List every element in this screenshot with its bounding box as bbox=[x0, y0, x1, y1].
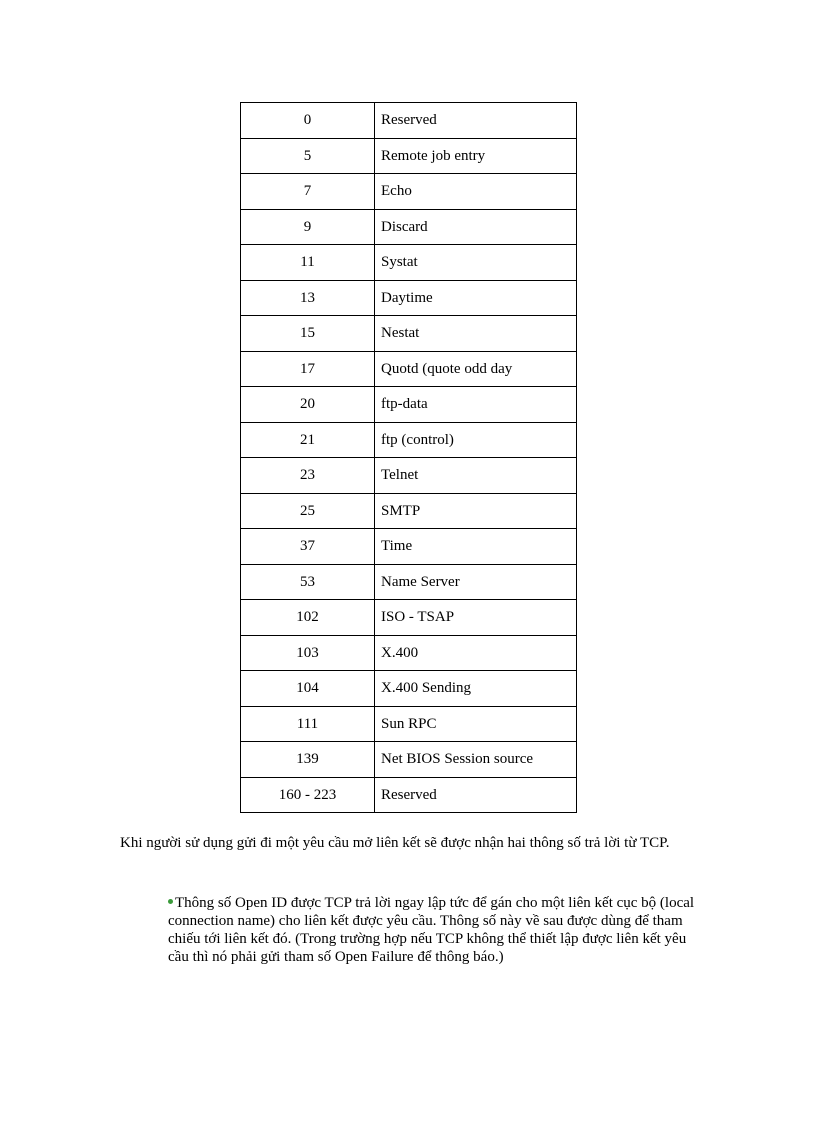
port-number-cell: 5 bbox=[241, 138, 375, 174]
table-row bbox=[241, 706, 577, 742]
port-number-cell: 21 bbox=[241, 422, 375, 458]
port-number-cell: 25 bbox=[241, 493, 375, 529]
body-paragraph: Khi người sử dụng gửi đi một yêu cầu mở liên kết sẽ được nhận hai thông số trả lời từ TCP. bbox=[120, 835, 670, 851]
port-number-cell: 13 bbox=[241, 280, 375, 316]
port-number-cell: 9 bbox=[241, 209, 375, 245]
table-row bbox=[241, 671, 577, 707]
port-number-cell: 53 bbox=[241, 564, 375, 600]
table-row bbox=[241, 635, 577, 671]
port-services-table bbox=[240, 102, 577, 813]
table-row bbox=[241, 564, 577, 600]
port-number-cell: 103 bbox=[241, 635, 375, 671]
table-row bbox=[241, 458, 577, 494]
service-name-cell: ISO - TSAP bbox=[375, 600, 577, 636]
table-row bbox=[241, 777, 577, 813]
bullet-dot-icon bbox=[168, 899, 173, 904]
table-row bbox=[241, 209, 577, 245]
table-row bbox=[241, 529, 577, 565]
table-row bbox=[241, 422, 577, 458]
service-name-cell: Systat bbox=[375, 245, 577, 281]
service-name-cell: Echo bbox=[375, 174, 577, 210]
port-number-cell: 15 bbox=[241, 316, 375, 352]
service-name-cell: X.400 Sending bbox=[375, 671, 577, 707]
port-number-cell: 23 bbox=[241, 458, 375, 494]
port-number-cell: 160 - 223 bbox=[241, 777, 375, 813]
port-number-cell: 20 bbox=[241, 387, 375, 423]
bullet-item bbox=[168, 894, 708, 966]
table-row bbox=[241, 600, 577, 636]
table-row bbox=[241, 316, 577, 352]
service-name-cell: Discard bbox=[375, 209, 577, 245]
table-row bbox=[241, 103, 577, 139]
table-row bbox=[241, 493, 577, 529]
table-row bbox=[241, 742, 577, 778]
port-number-cell: 111 bbox=[241, 706, 375, 742]
table-row bbox=[241, 351, 577, 387]
port-number-cell: 0 bbox=[241, 103, 375, 139]
service-name-cell: Net BIOS Session source bbox=[375, 742, 577, 778]
table-row bbox=[241, 174, 577, 210]
service-name-cell: Daytime bbox=[375, 280, 577, 316]
service-name-cell: Telnet bbox=[375, 458, 577, 494]
port-number-cell: 102 bbox=[241, 600, 375, 636]
service-name-cell: X.400 bbox=[375, 635, 577, 671]
service-name-cell: Reserved bbox=[375, 103, 577, 139]
port-number-cell: 7 bbox=[241, 174, 375, 210]
port-number-cell: 17 bbox=[241, 351, 375, 387]
port-number-cell: 139 bbox=[241, 742, 375, 778]
service-name-cell: Reserved bbox=[375, 777, 577, 813]
bullet-text: Thông số Open ID được TCP trả lời ngay lập tức để gán cho một liên kết cục bộ (local connection name) cho liên kết được yêu cầu. Thông số này về sau được dùng để tham chiếu tới liên kết đó. (Trong trường hợp nếu TCP không thể thiết lập được liên kết yêu cầu thì nó phải gửi tham số Open Failure để thông báo.) bbox=[168, 895, 695, 965]
service-name-cell: ftp-data bbox=[375, 387, 577, 423]
table-row bbox=[241, 280, 577, 316]
service-name-cell: Time bbox=[375, 529, 577, 565]
table-row bbox=[241, 245, 577, 281]
port-number-cell: 11 bbox=[241, 245, 375, 281]
table-row bbox=[241, 138, 577, 174]
service-name-cell: Sun RPC bbox=[375, 706, 577, 742]
table-row bbox=[241, 387, 577, 423]
port-number-cell: 37 bbox=[241, 529, 375, 565]
service-name-cell: Name Server bbox=[375, 564, 577, 600]
port-number-cell: 104 bbox=[241, 671, 375, 707]
service-name-cell: Quotd (quote odd day bbox=[375, 351, 577, 387]
port-table-body bbox=[241, 103, 577, 813]
service-name-cell: Remote job entry bbox=[375, 138, 577, 174]
service-name-cell: ftp (control) bbox=[375, 422, 577, 458]
service-name-cell: Nestat bbox=[375, 316, 577, 352]
service-name-cell: SMTP bbox=[375, 493, 577, 529]
